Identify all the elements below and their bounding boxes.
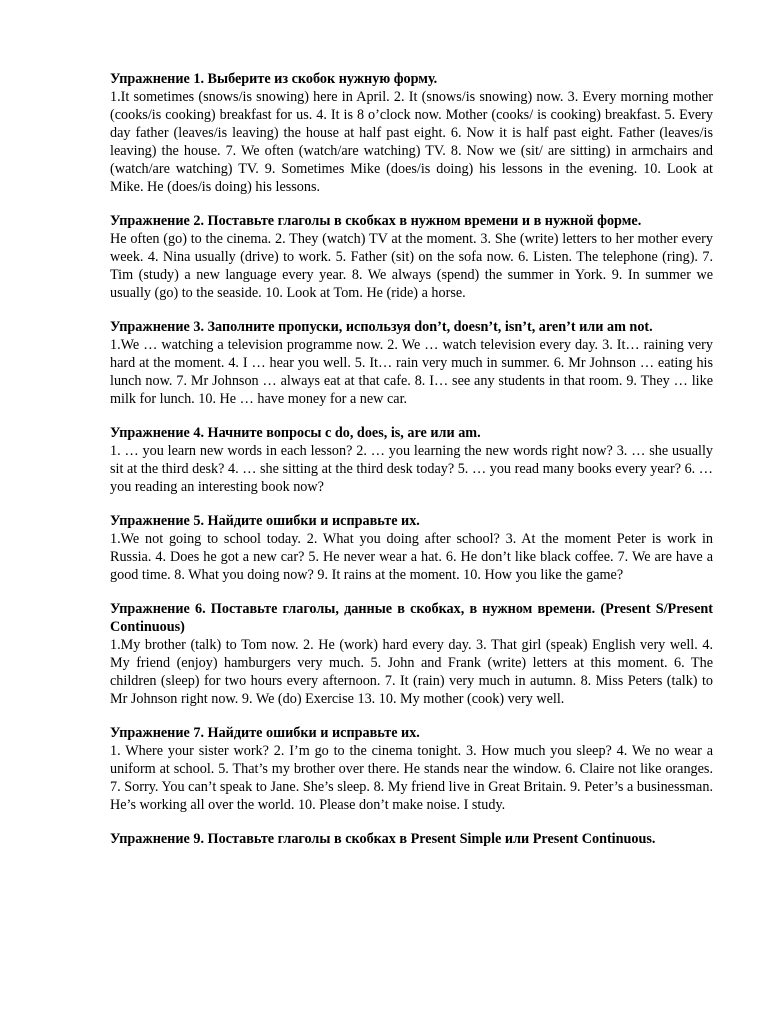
exercise-title: Упражнение 6. Поставьте глаголы, данные в скобках, в нужном времени. (Present S/Present Continuous) bbox=[110, 601, 713, 635]
exercise-body: 1. … you learn new words in each lesson? 2. … you learning the new words right now? 3. … she usually sit at the third desk? 4. … she sitting at the third desk today? 5. … you read many books every year? 6. … you reading an interesting book now? bbox=[110, 443, 713, 495]
exercise-5 bbox=[110, 512, 713, 584]
exercise-body: 1. Where your sister work? 2. I’m go to the cinema tonight. 3. How much you sleep? 4. We no wear a uniform at school. 5. That’s my brother over there. He stands near the window. 6. Claire not like oranges. 7. Sorry. You can’t speak to Jane. She’s sleep. 8. My friend live in Great Britain. 9. Peter’s a businessman. He’s working all over the world. 10. Please don’t make noise. I study. bbox=[110, 743, 713, 813]
exercise-title: Упражнение 4. Начните вопросы с do, does, is, are или am. bbox=[110, 425, 481, 441]
exercise-title: Упражнение 1. Выберите из скобок нужную форму. bbox=[110, 71, 438, 87]
exercise-title: Упражнение 3. Заполните пропуски, используя don’t, doesn’t, isn’t, aren’t или am not. bbox=[110, 319, 653, 335]
exercise-body: 1.We … watching a television programme now. 2. We … watch television every day. 3. It… raining very hard at the moment. 4. I … hear you well. 5. It… rain very much in summer. 6. Mr Johnson … eating his lunch now. 7. Mr Johnson … always eat at that cafe. 8. I… see any students in that room. 9. They … like milk for lunch. 10. He … have money for a new car. bbox=[110, 337, 713, 407]
exercise-2 bbox=[110, 212, 713, 302]
exercise-7 bbox=[110, 724, 713, 814]
exercise-1 bbox=[110, 70, 713, 196]
exercise-body: 1.We not going to school today. 2. What you doing after school? 3. At the moment Peter is work in Russia. 4. Does he got a new car? 5. He never wear a hat. 6. He don’t like black coffee. 7. We are have a good time. 8. What you doing now? 9. It rains at the moment. 10. How you like the game? bbox=[110, 531, 713, 583]
exercise-title: Упражнение 9. Поставьте глаголы в скобках в Present Simple или Present Continuous. bbox=[110, 831, 656, 847]
exercise-9 bbox=[110, 830, 713, 848]
exercise-body: 1.My brother (talk) to Tom now. 2. He (work) hard every day. 3. That girl (speak) English very well. 4. My friend (enjoy) hamburgers very much. 5. John and Frank (write) letters at this moment. 6. The children (sleep) for two hours every afternoon. 7. It (rain) very much in autumn. 8. Miss Peters (talk) to Mr Johnson right now. 9. We (do) Exercise 13. 10. My mother (cook) very well. bbox=[110, 637, 713, 707]
exercise-title: Упражнение 7. Найдите ошибки и исправьте их. bbox=[110, 725, 420, 741]
exercise-3 bbox=[110, 318, 713, 408]
exercise-body: 1.It sometimes (snows/is snowing) here in April. 2. It (snows/is snowing) now. 3. Every morning mother (cooks/is cooking) breakfast for us. 4. It is 8 o’clock now. Mother (cooks/ is cooking) breakfast. 5. Every day father (leaves/is leaving) the house at half past eight. 6. Now it is half past eight. Father (leaves/is leaving) the house. 7. We often (watch/are watching) TV. 8. Now we (sit/ are sitting) in armchairs and (watch/are watching) TV. 9. Sometimes Mike (does/is doing) his lessons in the evening. 10. Look at Mike. He (does/is doing) his lessons. bbox=[110, 89, 713, 195]
document-page bbox=[110, 70, 713, 864]
exercise-body: He often (go) to the cinema. 2. They (watch) TV at the moment. 3. She (write) letters to her mother every week. 4. Nina usually (drive) to work. 5. Father (sit) on the sofa now. 6. Listen. The telephone (ring). 7. Tim (study) a new language every year. 8. We always (spend) the summer in York. 9. In summer we usually (go) to the seaside. 10. Look at Tom. He (ride) a horse. bbox=[110, 231, 713, 301]
exercise-6 bbox=[110, 600, 713, 708]
exercise-title: Упражнение 2. Поставьте глаголы в скобках в нужном времени и в нужной форме. bbox=[110, 213, 642, 229]
exercise-4 bbox=[110, 424, 713, 496]
exercise-title: Упражнение 5. Найдите ошибки и исправьте их. bbox=[110, 513, 420, 529]
